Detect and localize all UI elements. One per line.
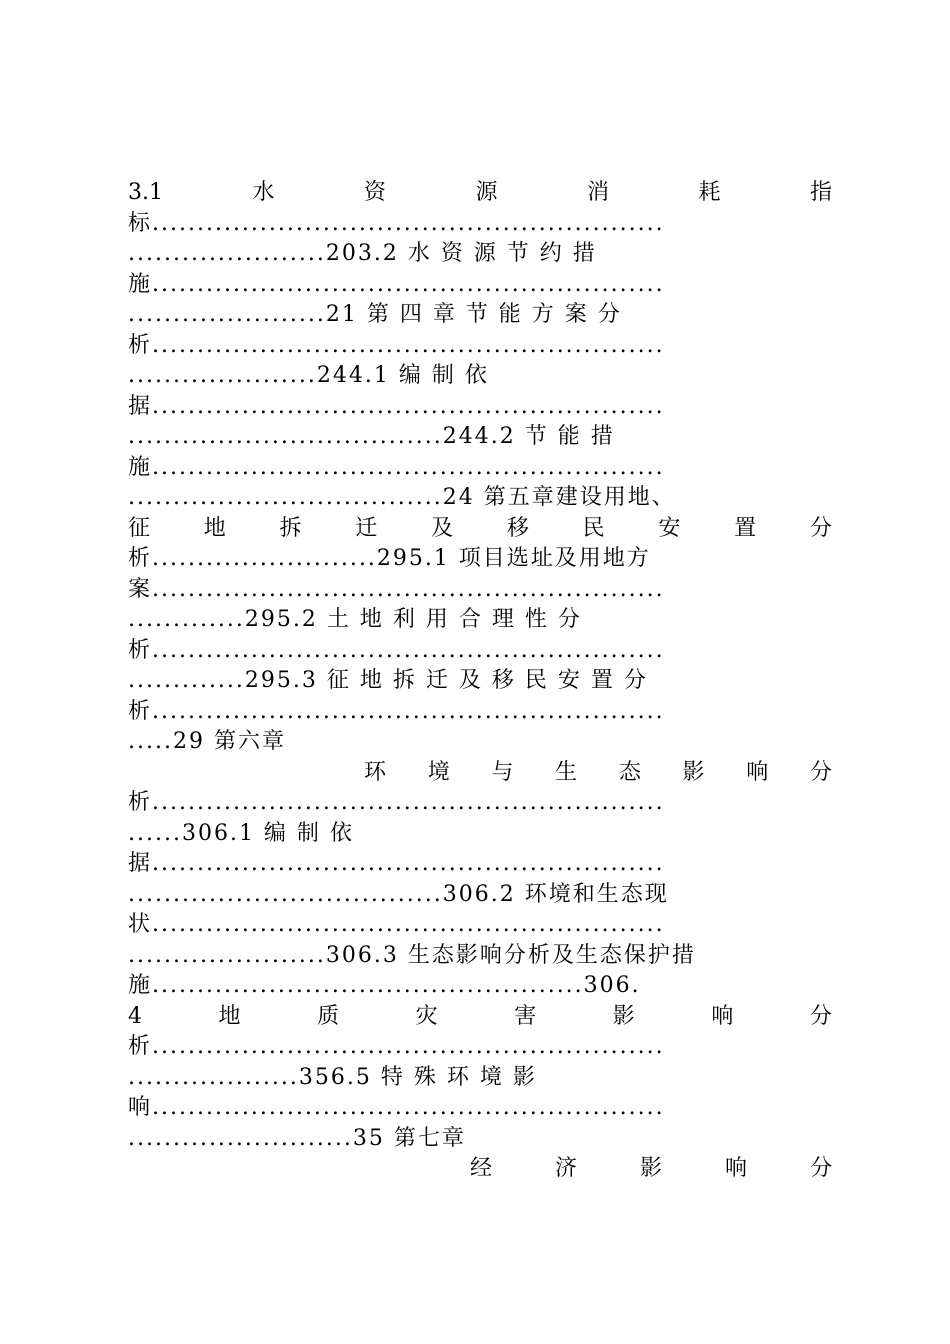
toc-text: 据......................................................... — [128, 851, 665, 876]
toc-segment: 态 — [618, 759, 641, 785]
toc-line — [128, 514, 832, 544]
toc-segment: 安 — [658, 515, 681, 541]
toc-segment: 响 — [711, 1003, 734, 1029]
toc-segment: 源 — [475, 180, 498, 205]
toc-text: 标......................................................... — [128, 210, 665, 236]
toc-text: ...................................24 第五章建设用地、 — [128, 485, 676, 510]
toc-segment: 迁 — [355, 515, 378, 541]
toc-line — [128, 483, 832, 513]
toc-text: ......306.1 编 制 依 — [128, 820, 354, 846]
toc-text: 据......................................................... — [128, 393, 665, 419]
toc-text: ......................203.2 水 资 源 节 约 措 — [128, 241, 597, 266]
toc-segment: 影 — [612, 1003, 635, 1029]
toc-segment: 水 — [252, 180, 275, 205]
toc-text: ...................356.5 特 殊 环 境 影 — [128, 1064, 537, 1090]
toc-text: 施................................................306. — [128, 973, 641, 998]
toc-text: .....................244.1 编 制 依 — [128, 363, 489, 388]
toc-line — [128, 636, 832, 666]
toc-line — [128, 422, 832, 452]
toc-line — [128, 575, 832, 605]
toc-text: 施......................................................... — [128, 454, 665, 480]
toc-text: .........................35 第七章 — [128, 1125, 466, 1151]
toc-segment: 经 — [470, 1156, 493, 1181]
toc-segment: 资 — [363, 180, 386, 205]
toc-text: 案......................................................... — [128, 576, 665, 602]
toc-line — [128, 819, 832, 849]
toc-text: 析......................................................... — [128, 1034, 665, 1059]
toc-line — [128, 1093, 832, 1123]
toc-segment: 征 — [128, 515, 151, 541]
toc-segment: 分 — [809, 515, 832, 541]
toc-text: ......................21 第 四 章 节 能 方 案 分 — [128, 302, 622, 327]
toc-text: 析......................................................... — [128, 637, 665, 663]
toc-segment: 响 — [746, 759, 769, 785]
toc-line — [128, 941, 832, 971]
toc-segment: 生 — [555, 759, 578, 785]
toc-text: .............295.3 征 地 拆 迁 及 移 民 安 置 分 — [128, 668, 648, 693]
toc-text: 施......................................................... — [128, 271, 665, 297]
toc-line — [128, 727, 832, 757]
toc-line — [128, 270, 832, 300]
toc-text: 析......................................................... — [128, 332, 665, 358]
toc-line — [128, 361, 832, 391]
toc-line — [128, 331, 832, 361]
toc-line — [128, 392, 832, 422]
toc-segment: 影 — [639, 1156, 662, 1181]
toc-line — [128, 453, 832, 483]
toc-line — [128, 300, 832, 330]
toc-segment: 及 — [431, 515, 454, 541]
toc-line — [128, 1002, 832, 1032]
toc-segment: 地 — [218, 1003, 241, 1029]
toc-line — [128, 849, 832, 879]
toc-line — [128, 605, 832, 635]
toc-segment: 质 — [317, 1003, 340, 1029]
toc-line — [128, 1032, 832, 1062]
toc-segment: 环 — [364, 759, 387, 785]
toc-segment: 拆 — [279, 515, 302, 541]
toc-segment: 济 — [554, 1156, 577, 1181]
toc-line — [128, 880, 832, 910]
toc-text: .............295.2 土 地 利 用 合 理 性 分 — [128, 607, 582, 632]
toc-segment: 消 — [586, 180, 609, 205]
toc-segment: 害 — [514, 1003, 537, 1029]
toc-text: 析......................................................... — [128, 698, 665, 724]
toc-text: ...................................244.2 节 能 措 — [128, 424, 615, 449]
toc-text: ...................................306.2 环境和生态现 — [128, 881, 669, 907]
toc-line — [128, 971, 832, 1001]
toc-line — [128, 209, 832, 239]
toc-line — [470, 1154, 832, 1184]
toc-segment: 4 — [128, 1003, 142, 1029]
toc-segment: 影 — [682, 759, 705, 785]
toc-line — [128, 666, 832, 696]
toc-segment: 境 — [427, 759, 450, 785]
toc-segment: 地 — [203, 515, 226, 541]
toc-line — [128, 788, 832, 818]
toc-line — [128, 697, 832, 727]
toc-segment: 分 — [809, 1156, 832, 1181]
toc-segment: 耗 — [698, 180, 721, 205]
toc-line — [364, 758, 832, 788]
toc-segment: 响 — [724, 1156, 747, 1181]
toc-text: .....29 第六章 — [128, 729, 286, 754]
toc-text: 响......................................................... — [128, 1095, 665, 1120]
toc-text: 状......................................................... — [128, 912, 665, 937]
toc-line — [128, 239, 832, 269]
toc-line — [128, 1063, 832, 1093]
toc-segment: 分 — [809, 1003, 832, 1029]
toc-segment: 指 — [809, 180, 832, 205]
toc-segment: 置 — [734, 515, 757, 541]
toc-segment: 移 — [506, 515, 529, 541]
toc-segment: 3.1 — [128, 180, 163, 205]
toc-line — [128, 1124, 832, 1154]
toc-text: 析.........................295.1 项目选址及用地方 — [128, 546, 651, 571]
toc-segment: 与 — [491, 759, 514, 785]
toc-text: ......................306.3 生态影响分析及生态保护措 — [128, 942, 696, 968]
toc-line — [128, 178, 832, 208]
toc-text: 析......................................................... — [128, 790, 665, 815]
toc-segment: 灾 — [415, 1003, 438, 1029]
toc-segment: 民 — [582, 515, 605, 541]
toc-segment: 分 — [809, 759, 832, 785]
toc-line — [128, 544, 832, 574]
toc-line — [128, 910, 832, 940]
